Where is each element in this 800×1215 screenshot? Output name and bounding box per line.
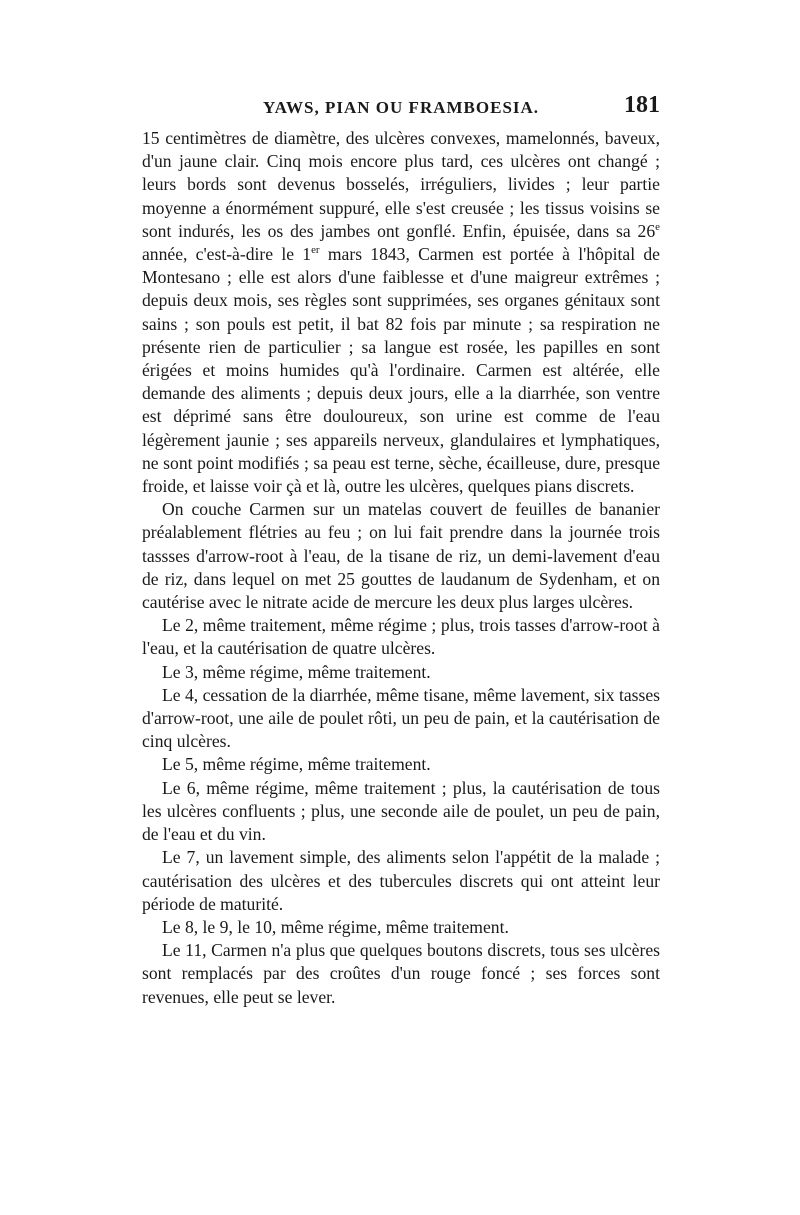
paragraph-day-11: Le 11, Carmen n'a plus que quelques boutons discrets, tous ses ulcères sont remplacés par des croûtes d'un rouge foncé ; ses forces sont revenues, elle peut se lever. (142, 940, 660, 1007)
paragraph-day-8-10: Le 8, le 9, le 10, même régime, même traitement. (162, 916, 509, 937)
paragraph-1 (142, 127, 660, 498)
paragraph-1-text: 15 centimètres de diamètre, des ulcères convexes, mamelonnés, baveux, d'un jaune clair. Cinq mois encore plus tard, ces ulcères ont changé ; leurs bords sont devenus bosselés, irréguliers, livides ; leur partie moyenne a énormément suppuré, elle s'est creusée ; les tissus voisins se sont indurés, les os des jambes ont gonflé. Enfin, épuisée, dans sa 26 (142, 128, 660, 241)
ordinal-superscript: e (655, 220, 660, 233)
running-title: YAWS, PIAN OU FRAMBOESIA. (262, 98, 540, 117)
page-number: 181 (624, 92, 660, 118)
paragraph-day-7: Le 7, un lavement simple, des aliments selon l'appétit de la malade ; cautérisation des ulcères et des tubercules discrets qui ont atteint leur période de maturité. (142, 847, 660, 914)
paragraph-day-6: Le 6, même régime, même traitement ; plus, la cautérisation de tous les ulcères confluents ; plus, une seconde aile de poulet, un peu de pain, de l'eau et du vin. (142, 777, 660, 845)
er-superscript: er (311, 244, 320, 257)
annee-text: année, c'est-à-dire le 1 (142, 244, 312, 265)
paragraph-day-5: Le 5, même régime, même traitement. (162, 754, 431, 775)
body-text (142, 127, 660, 1009)
paragraph-1-continuation: Carmen est portée à l'hôpital de Montesano ; elle est alors d'une faiblesse et d'une maigreur extrêmes ; depuis deux mois, ses règles sont supprimées, ses organes génitaux sont sains ; son pouls est petit, il bat 82 fois par minute ; sa respiration ne présente rien de particulier ; sa langue est rosée, les papilles en sont érigées et moins humides qu'à l'ordinaire. Carmen est altérée, elle demande des aliments ; depuis deux jours, elle a la diarrhée, son ventre est déprimé sans être douloureux, son urine est comme de l'eau légèrement jaunie ; ses appareils nerveux, glandulaires et lymphatiques, ne sont point modifiés ; sa peau est terne, sèche, écailleuse, dure, presque froide, et laisse voir çà et là, outre les ulcères, quelques pians discrets. (142, 244, 660, 497)
paragraph-day-3: Le 3, même régime, même traitement. (162, 661, 431, 682)
paragraph-2: On couche Carmen sur un matelas couvert de feuilles de bananier préalablement flétries au feu ; on lui fait prendre dans la journée trois tassses d'arrow-root à l'eau, de la tisane de riz, un demi-lavement d'eau de riz, dans lequel on met 25 gouttes de laudanum de Sydenham, et on cautérise avec le nitrate acide de mercure les deux plus larges ulcères. (142, 499, 660, 613)
page-header (142, 92, 660, 122)
paragraph-day-2: Le 2, même traitement, même régime ; plus, trois tasses d'arrow-root à l'eau, et la cautérisation de quatre ulcères. (142, 615, 660, 659)
date-tail: mars 1843, (319, 244, 410, 265)
paragraph-day-4: Le 4, cessation de la diarrhée, même tisane, même lavement, six tasses d'arrow-root, une aile de poulet rôti, un peu de pain, et la cautérisation de cinq ulcères. (142, 684, 660, 752)
